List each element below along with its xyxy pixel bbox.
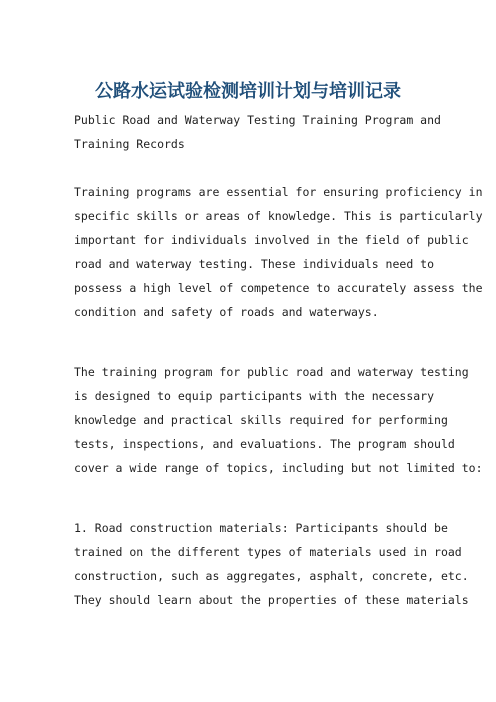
subtitle-line: Training Records xyxy=(74,137,185,151)
paragraph-line: road and waterway testing. These individuals need to xyxy=(74,257,435,271)
paragraph-line: construction, such as aggregates, asphalt, concrete, etc. xyxy=(74,569,469,583)
paragraph-line: They should learn about the properties of these materials xyxy=(74,593,469,607)
paragraph-line: condition and safety of roads and waterways. xyxy=(74,305,379,319)
paragraph-line: cover a wide range of topics, including but not limited to: xyxy=(74,461,483,475)
paragraph-intro xyxy=(74,180,483,324)
paragraph-line: 1. Road construction materials: Participants should be xyxy=(74,521,448,535)
paragraph-line: tests, inspections, and evaluations. The program should xyxy=(74,437,455,451)
paragraph-line: knowledge and practical skills required for performing xyxy=(74,413,448,427)
list-item-road-materials xyxy=(74,516,469,612)
paragraph-line: The training program for public road and waterway testing xyxy=(74,365,469,379)
paragraph-line: important for individuals involved in the field of public xyxy=(74,233,469,247)
subtitle-line: Public Road and Waterway Testing Training Program and xyxy=(74,113,441,127)
paragraph-line: trained on the different types of materials used in road xyxy=(74,545,462,559)
paragraph-line: is designed to equip participants with the necessary xyxy=(74,389,435,403)
paragraph-line: Training programs are essential for ensuring proficiency in xyxy=(74,185,483,199)
paragraph-program xyxy=(74,360,483,480)
document-title: 公路水运试验检测培训计划与培训记录 xyxy=(95,81,401,102)
paragraph-line: possess a high level of competence to accurately assess the xyxy=(74,281,483,295)
paragraph-line: specific skills or areas of knowledge. This is particularly xyxy=(74,209,483,223)
subtitle xyxy=(74,108,441,156)
